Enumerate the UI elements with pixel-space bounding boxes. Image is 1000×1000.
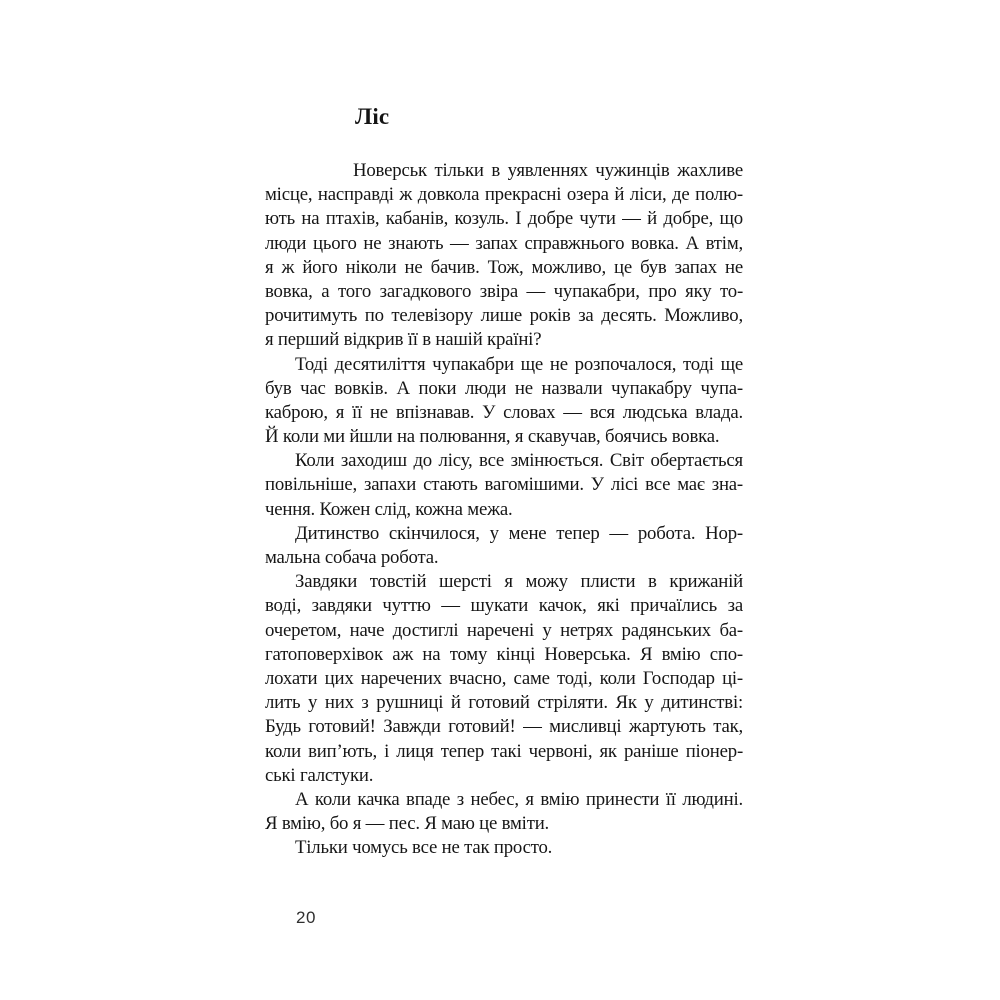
text-line: коли випʼють, і лиця тепер такі червоні, як раніше піонер- xyxy=(265,740,743,762)
paragraph xyxy=(265,522,743,570)
text-line: Тільки чомусь все не так просто. xyxy=(295,837,553,859)
paragraph xyxy=(265,836,743,860)
text-line: був час вовків. А поки люди не назвали чупакабру чупа- xyxy=(265,377,743,399)
text-line: лохати цих наречених вчасно, саме тоді, коли Господар ці- xyxy=(265,667,743,689)
text-line: ські галстуки. xyxy=(265,764,374,786)
text-line: мальна собача робота. xyxy=(265,547,439,568)
paragraph xyxy=(265,449,743,522)
page-number: 20 xyxy=(296,908,316,927)
text-line: лить у них з рушниці й готовий стріляти. Як у дитинстві: xyxy=(265,692,743,714)
text-line: Тоді десятиліття чупакабри ще не розпочалося, тоді ще xyxy=(295,353,743,375)
paragraph xyxy=(265,353,743,450)
text-line: Я вмію, бо я — пес. Я маю це вміти. xyxy=(265,813,550,835)
chapter-title: Ліс xyxy=(355,104,390,129)
text-line: я ж його ніколи не бачив. Тож, можливо, це був запах не xyxy=(265,256,743,278)
text-line: А коли качка впаде з небес, я вмію принести її людині. xyxy=(295,788,743,810)
text-line: каброю, я її не впізнавав. У словах — вся людська влада. xyxy=(265,401,743,423)
text-line: чення. Кожен слід, кожна межа. xyxy=(265,498,513,520)
text-line: Й коли ми йшли на полювання, я скавучав, боячись вовка. xyxy=(265,426,720,448)
paragraph xyxy=(265,570,743,788)
paragraph xyxy=(265,159,743,353)
text-line: Новерськ тільки в уявленнях чужинців жахливе xyxy=(353,160,743,181)
text-line: Будь готовий! Завжди готовий! — мисливці жартують так, xyxy=(265,716,743,738)
text-line: вовка, а того загадкового звіра — чупакабри, про яку то- xyxy=(265,280,743,302)
text-line: Дитинство скінчилося, у мене тепер — робота. Нор- xyxy=(295,522,743,544)
text-line: люди цього не знають — запах справжнього вовка. А втім, xyxy=(265,232,743,254)
text-line: ють на птахів, кабанів, козуль. І добре чути — й добре, що xyxy=(265,208,743,230)
text-line: воді, завдяки чуттю — шукати качок, які причаїлись за xyxy=(265,595,743,617)
text-line: гатоповерхівок аж на тому кінці Новерська. Я вмію спо- xyxy=(265,643,743,665)
text-line: я перший відкрив її в нашій країні? xyxy=(265,329,542,351)
text-line: повільніше, запахи стають вагомішими. У лісі все має зна- xyxy=(265,474,743,496)
paragraph xyxy=(265,788,743,836)
text-line: очеретом, наче достиглі наречені у нетрях радянських ба- xyxy=(265,619,743,641)
body-text xyxy=(265,159,743,860)
text-line: місце, насправді ж довкола прекрасні озера й ліси, де полю- xyxy=(265,184,743,206)
text-line: Завдяки товстій шерсті я можу плисти в крижаній xyxy=(295,571,743,593)
text-line: Коли заходиш до лісу, все змінюється. Світ обертається xyxy=(295,450,743,472)
text-line: рочитимуть по телевізору лише років за десять. Можливо, xyxy=(265,305,743,327)
